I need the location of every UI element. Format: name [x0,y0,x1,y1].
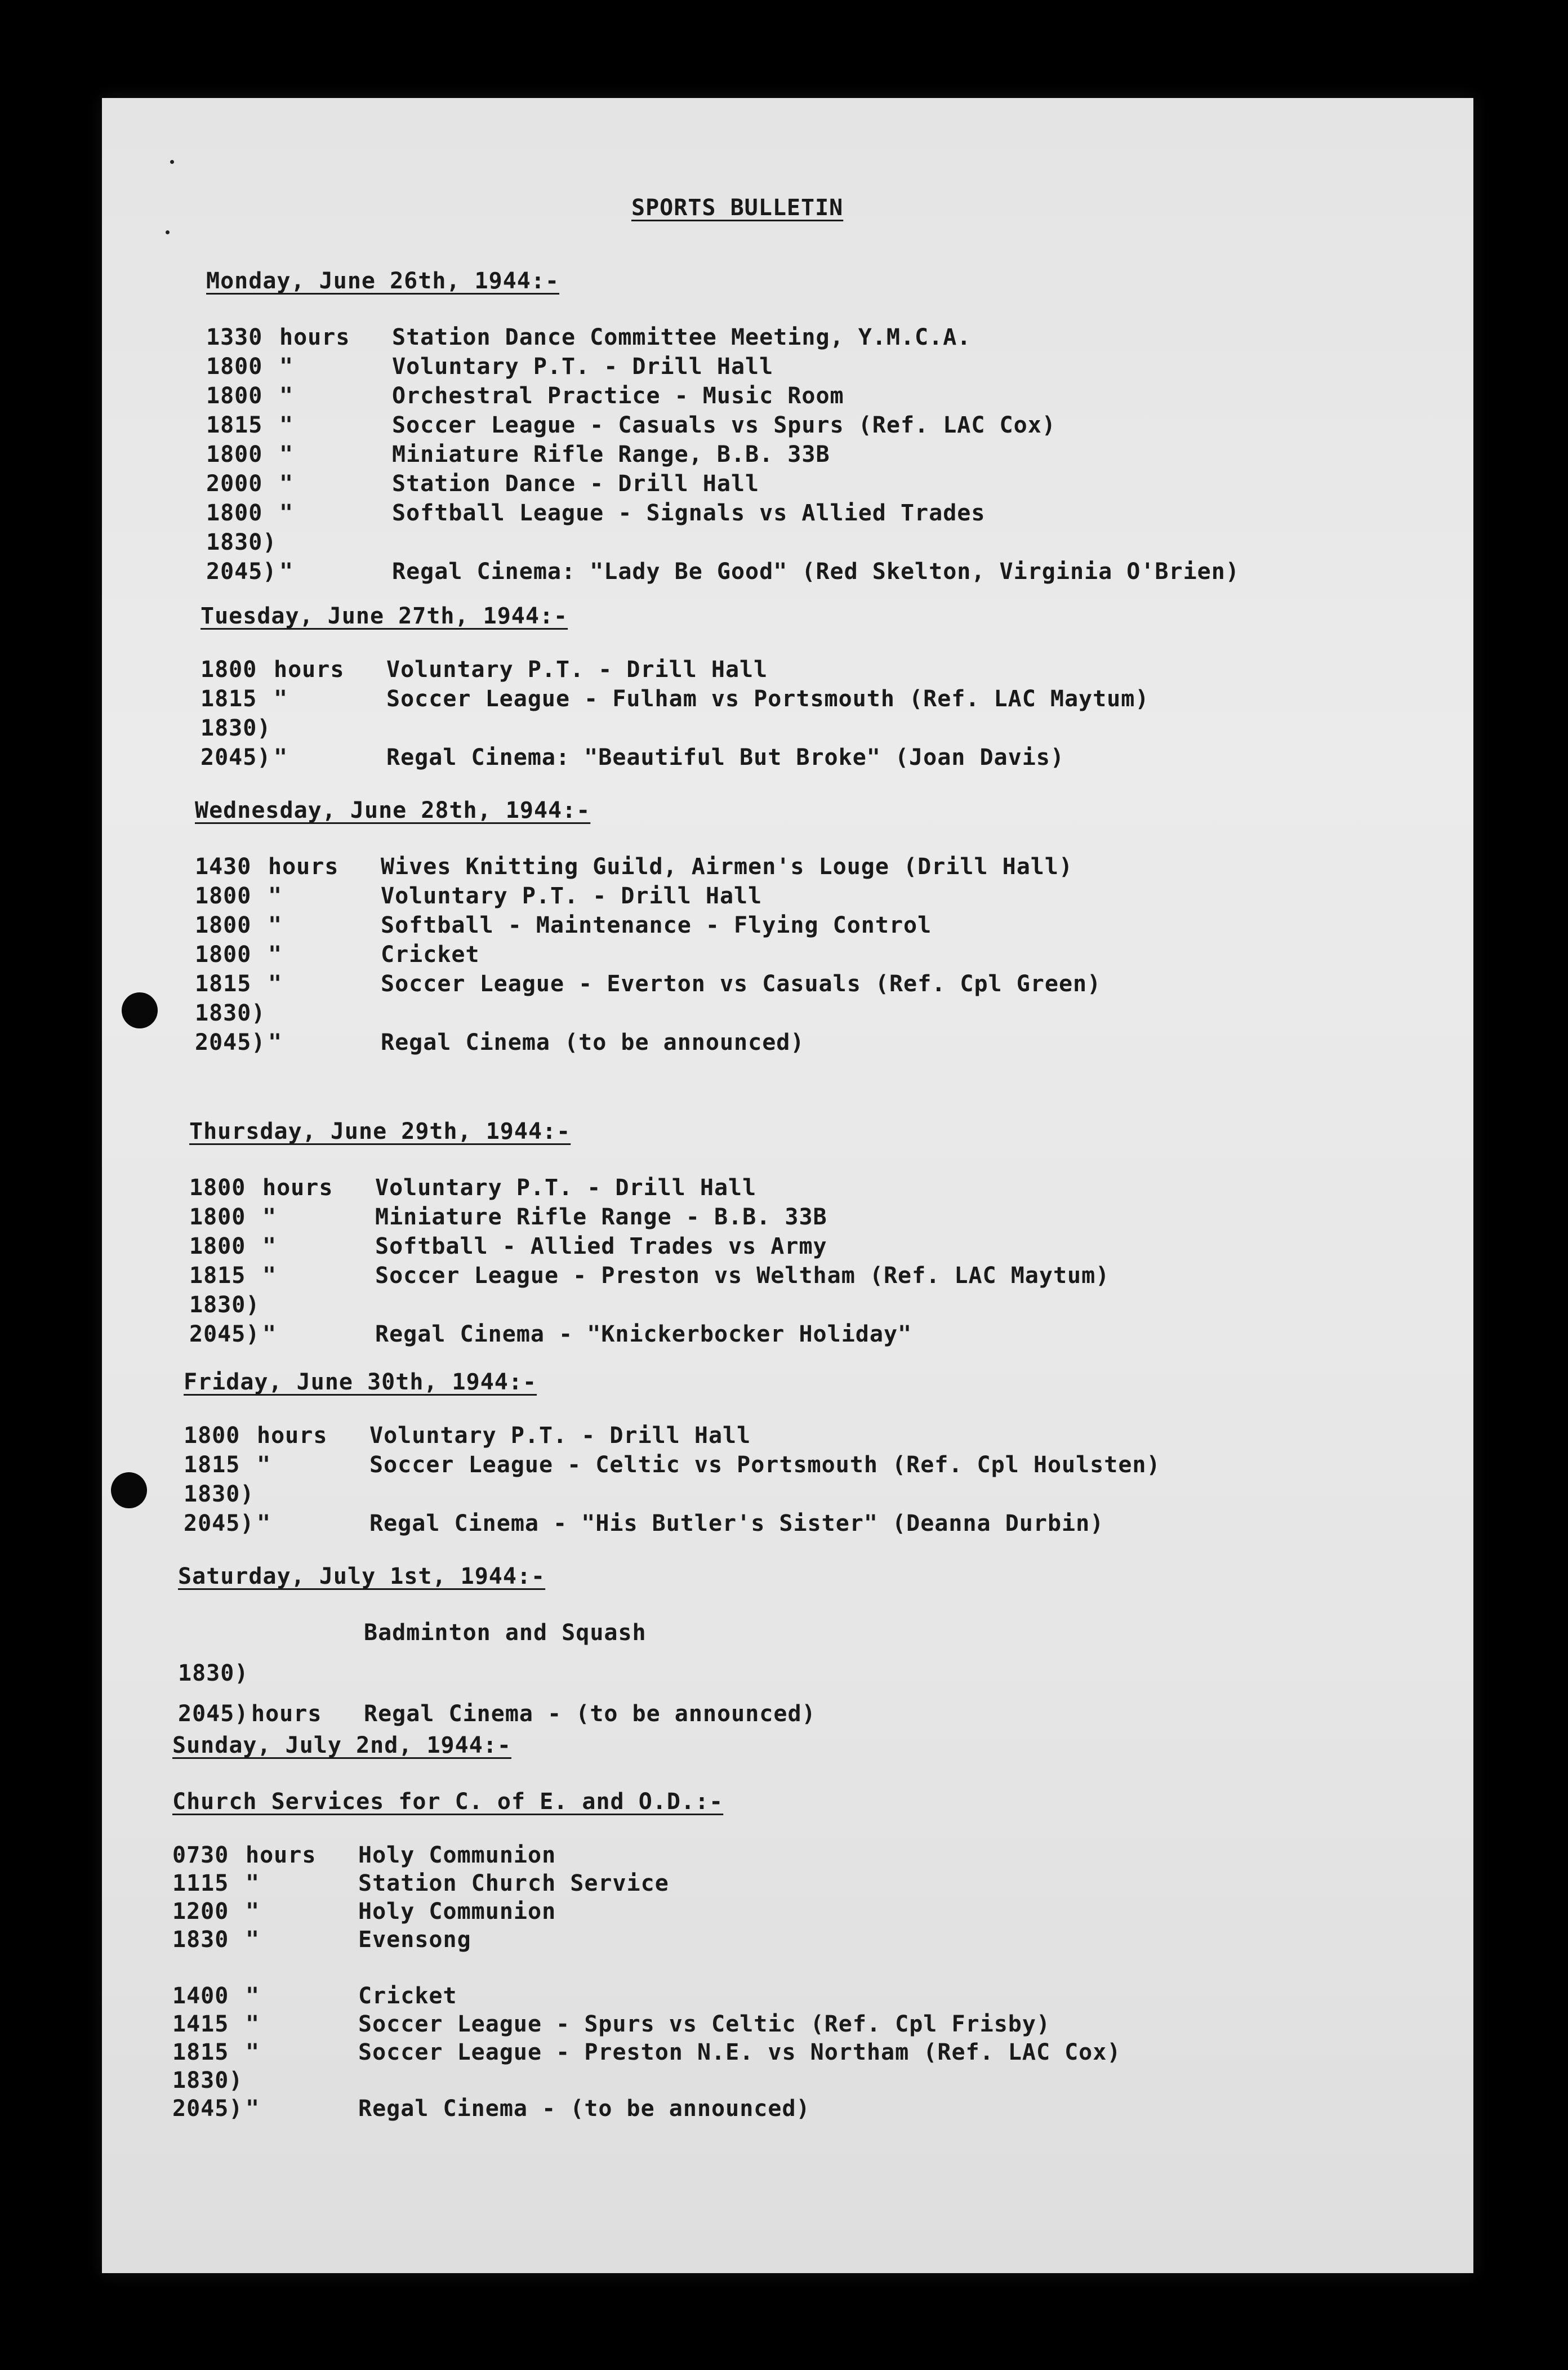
schedule-row [195,999,381,1027]
schedule-row [189,1232,827,1260]
row-unit: " [268,1030,283,1055]
row-time: 2045) [195,1030,266,1055]
row-event: Evensong [358,1927,471,1953]
row-time: 2045) [206,559,277,585]
row-event: Holy Communion [358,1899,556,1924]
row-time: 1800 [195,912,252,938]
schedule-row [195,941,480,969]
row-unit: " [262,1321,277,1347]
row-event: Station Dance - Drill Hall [392,471,760,497]
row-time: 2045) [178,1701,249,1727]
row-time: 1815 [195,971,252,997]
row-time: 1800 [206,442,263,467]
row-time: 2045) [184,1511,255,1536]
schedule-row [206,323,971,351]
row-unit: hours [251,1701,322,1727]
row-time: 2000 [206,471,263,497]
row-unit: hours [257,1423,328,1449]
schedule-row [206,353,773,381]
schedule-row [172,2095,810,2123]
row-unit: " [279,559,294,585]
row-unit: " [262,1263,277,1289]
schedule-row [172,2010,1050,2038]
row-event: Orchestral Practice - Music Room [392,383,844,409]
row-time: 1415 [172,2011,229,2037]
row-unit: " [262,1204,277,1230]
schedule-row [178,1700,816,1728]
row-event: Soccer League - Spurs vs Celtic (Ref. Cpl Frisby) [358,2011,1051,2037]
row-event: Regal Cinema: "Beautiful But Broke" (Joan Davis) [386,745,1064,770]
row-time: 1830 [172,1927,229,1953]
schedule-row [189,1320,912,1348]
row-unit: " [268,883,283,909]
row-event: Voluntary P.T. - Drill Hall [369,1423,751,1449]
page-title: SPORTS BULLETIN [631,195,844,221]
schedule-row [195,970,1101,998]
row-unit: " [262,1233,277,1259]
schedule-row [206,382,844,410]
schedule-row [184,1480,369,1508]
row-unit: hours [262,1175,333,1201]
schedule-row [184,1422,751,1450]
row-event: Softball - Maintenance - Flying Control [381,912,932,938]
row-event: Wives Knitting Guild, Airmen's Louge (Drill Hall) [381,854,1073,880]
schedule-row [184,1509,1104,1538]
row-event: Soccer League - Casuals vs Spurs (Ref. LAC Cox) [392,412,1056,438]
schedule-row [172,1869,669,1897]
row-time: 1800 [184,1423,240,1449]
row-time: 1800 [189,1204,246,1230]
row-event: Station Dance Committee Meeting, Y.M.C.A. [392,324,972,350]
schedule-row [189,1203,827,1231]
day-heading: Wednesday, June 28th, 1944:- [195,798,591,823]
row-time: 1800 [189,1175,246,1201]
row-unit: " [246,1899,260,1924]
row-unit: hours [268,854,339,880]
row-unit: " [246,2096,260,2122]
row-event: Cricket [381,942,480,968]
row-time: 1800 [195,942,252,968]
paper-speck [170,160,174,164]
row-time: 2045) [201,745,271,770]
schedule-row [195,882,762,910]
row-time: 2045) [189,1321,260,1347]
row-event: Station Church Service [358,1870,669,1896]
row-event: Soccer League - Preston N.E. vs Northam (Ref. LAC Cox) [358,2039,1121,2065]
schedule-row [195,911,932,939]
row-time: 1815 [201,686,257,712]
document-page [102,98,1473,2273]
row-unit: " [274,686,288,712]
row-unit: " [274,745,288,770]
row-event: Miniature Rifle Range, B.B. 33B [392,442,830,467]
row-time: 1830) [172,2068,243,2093]
schedule-row [201,656,768,684]
row-event: Softball - Allied Trades vs Army [375,1233,827,1259]
row-unit: " [246,2039,260,2065]
day-heading: Saturday, July 1st, 1944:- [178,1563,546,1589]
day-heading: Thursday, June 29th, 1944:- [189,1119,571,1144]
schedule-row [172,1926,471,1954]
schedule-row [172,1897,556,1926]
row-event: Voluntary P.T. - Drill Hall [375,1175,757,1201]
schedule-row [201,685,1149,713]
row-time: 1800 [206,354,263,380]
row-unit: hours [246,1842,317,1868]
row-unit: " [246,1870,260,1896]
row-event: Regal Cinema - (to be announced) [358,2096,810,2122]
schedule-row [206,499,985,527]
row-time: 1430 [195,854,252,880]
day-heading: Friday, June 30th, 1944:- [184,1369,537,1395]
row-unit: " [279,500,294,526]
schedule-row [178,1659,364,1687]
row-time: 1830) [195,1000,266,1026]
row-time: 1815 [189,1263,246,1289]
row-event: Soccer League - Fulham vs Portsmouth (Ref. LAC Maytum) [386,686,1150,712]
row-event: Holy Communion [358,1842,556,1868]
row-unit: " [279,354,294,380]
schedule-row [189,1291,375,1319]
row-time: 1330 [206,324,263,350]
row-event: Regal Cinema - "His Butler's Sister" (Deanna Durbin) [369,1511,1104,1536]
row-event: Regal Cinema (to be announced) [381,1030,805,1055]
day-subheading: Church Services for C. of E. and O.D.:- [172,1789,724,1815]
row-event: Regal Cinema - "Knickerbocker Holiday" [375,1321,912,1347]
row-time: 1800 [189,1233,246,1259]
punch-hole-upper [122,992,158,1028]
row-time: 1830) [201,715,271,741]
schedule-row [201,743,1064,772]
row-time: 1115 [172,1870,229,1896]
row-unit: " [279,383,294,409]
row-event: Regal Cinema: "Lady Be Good" (Red Skelton, Virginia O'Brien) [392,559,1240,585]
row-unit: hours [274,657,345,683]
row-unit: " [279,471,294,497]
row-unit: " [268,942,283,968]
day-heading: Sunday, July 2nd, 1944:- [172,1732,511,1758]
row-time: 1800 [201,657,257,683]
row-event: Voluntary P.T. - Drill Hall [392,354,774,380]
row-unit: " [279,442,294,467]
row-unit: " [257,1511,271,1536]
row-time: 1815 [172,2039,229,2065]
schedule-row [172,1982,457,2010]
row-unit: hours [279,324,350,350]
schedule-row [195,1028,804,1057]
row-time: 1400 [172,1983,229,2009]
schedule-row [172,1841,556,1869]
schedule-row [189,1262,1110,1290]
schedule-row [206,470,759,498]
row-time: 1815 [184,1452,240,1478]
row-event: Voluntary P.T. - Drill Hall [386,657,768,683]
row-event: Regal Cinema - (to be announced) [364,1701,816,1727]
row-event: Soccer League - Preston vs Weltham (Ref. LAC Maytum) [375,1263,1110,1289]
row-unit: " [246,2011,260,2037]
schedule-row [172,2038,1121,2066]
row-time: 1830) [184,1481,255,1507]
row-unit: " [268,912,283,938]
day-heading: Monday, June 26th, 1944:- [206,268,560,294]
row-time: 1800 [206,383,263,409]
row-unit: " [246,1983,260,2009]
row-time: 1800 [195,883,252,909]
row-time: 1800 [206,500,263,526]
schedule-row [206,411,1056,439]
day-heading: Tuesday, June 27th, 1944:- [201,603,568,629]
row-unit: " [257,1452,271,1478]
row-time: 2045) [172,2096,243,2122]
row-event: Miniature Rifle Range - B.B. 33B [375,1204,827,1230]
schedule-row [206,440,830,469]
schedule-row [178,1619,647,1647]
row-time: 1830) [206,529,277,555]
row-time: 1200 [172,1899,229,1924]
schedule-row [206,528,392,556]
row-time: 0730 [172,1842,229,1868]
row-event: Cricket [358,1983,457,2009]
schedule-row [201,714,386,742]
row-time: 1815 [206,412,263,438]
row-unit: " [246,1927,260,1953]
row-event: Softball League - Signals vs Allied Trades [392,500,986,526]
row-time: 1830) [178,1660,249,1686]
row-time: 1830) [189,1292,260,1318]
schedule-row [172,2066,358,2095]
paper-speck [166,230,170,234]
schedule-row [195,853,1073,881]
row-event: Voluntary P.T. - Drill Hall [381,883,763,909]
punch-hole-lower [111,1472,147,1508]
row-event: Soccer League - Everton vs Casuals (Ref. Cpl Green) [381,971,1102,997]
schedule-row [206,558,1240,586]
row-event: Soccer League - Celtic vs Portsmouth (Ref. Cpl Houlsten) [369,1452,1161,1478]
schedule-row [189,1174,756,1202]
row-event: Badminton and Squash [364,1620,647,1646]
row-unit: " [268,971,283,997]
schedule-row [184,1451,1161,1479]
row-unit: " [279,412,294,438]
